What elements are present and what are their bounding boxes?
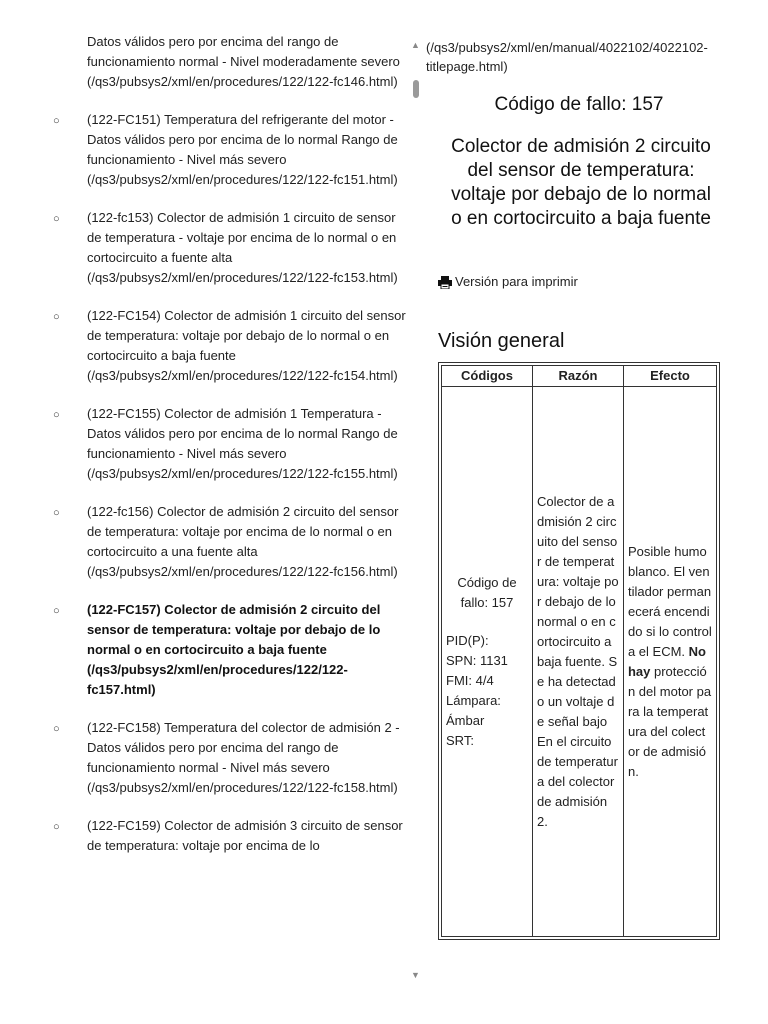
scroll-up-icon[interactable]: ▲	[411, 40, 420, 50]
printer-icon	[438, 276, 452, 289]
bullet-icon: ○	[53, 723, 60, 735]
list-item-text[interactable]: (122-fc156) Colector de admisión 2 circuito del sensor de temperatura: voltaje por encima de lo normal o en cortocircuito a una fuente alta (/qs3/pubsys2/xml/en/procedures/122/122-fc156.html)	[87, 504, 399, 579]
lamp-value: Ámbar	[446, 712, 485, 728]
scroll-down-icon[interactable]: ▼	[411, 970, 420, 980]
scrollbar-thumb[interactable]	[413, 80, 419, 98]
bullet-icon: ○	[53, 605, 60, 617]
codes-details	[446, 631, 528, 751]
scrollbar[interactable]	[408, 38, 424, 980]
list-item-continued[interactable]: Datos válidos pero por encima del rango de funcionamiento normal - Nivel moderadamente severo (/qs3/pubsys2/xml/en/procedures/122/122-fc146.html)	[87, 34, 400, 89]
header-effect: Efecto	[623, 366, 716, 387]
fault-description-title: Colector de admisión 2 circuito del sensor de temperatura: voltaje por debajo de lo normal o en cortocircuito a baja fuente	[451, 136, 711, 229]
table-row	[442, 387, 717, 937]
table-header-row	[442, 366, 717, 387]
list-item-fc156[interactable]	[0, 502, 408, 582]
list-item-text[interactable]: (122-FC154) Colector de admisión 1 circuito del sensor de temperatura: voltaje por debajo de lo normal o en cortocircuito a baja fuente (/qs3/pubsys2/xml/en/procedures/122/122-fc154.html)	[87, 308, 406, 383]
list-item-fc151[interactable]	[0, 110, 408, 190]
procedure-list	[0, 32, 408, 874]
list-item-text[interactable]: (122-FC151) Temperatura del refrigerante del motor - Datos válidos pero por encima de lo normal Rango de funcionamiento - Nivel más severo (/qs3/pubsys2/xml/en/procedures/122/122-fc151.html)	[87, 112, 398, 187]
list-item-text[interactable]: (122-FC157) Colector de admisión 2 circuito del sensor de temperatura: voltaje por debajo de lo normal o en cortocircuito a baja fuente (/qs3/pubsys2/xml/en/procedures/122/122-fc157.html)	[87, 602, 381, 697]
print-version-link[interactable]	[438, 272, 578, 292]
list-item-fc157-current[interactable]	[0, 600, 408, 700]
list-item-text[interactable]: (122-FC155) Colector de admisión 1 Temperatura - Datos válidos pero por encima de lo normal Rango de funcionamiento - Nivel más severo (/qs3/pubsys2/xml/en/procedures/122/122-fc155.html)	[87, 406, 398, 481]
list-item-text[interactable]: (122-FC159) Colector de admisión 3 circuito de sensor de temperatura: voltaje por encima de lo	[87, 818, 403, 853]
overview-heading: Visión general	[438, 330, 565, 352]
fault-table	[441, 365, 717, 937]
list-item-fc158[interactable]	[0, 718, 408, 798]
spn-value: SPN: 1131	[446, 652, 508, 668]
pid-value: PID(P):	[446, 632, 489, 648]
lamp-label: Lámpara:	[446, 692, 501, 708]
fault-code-value: Código de fallo: 157	[457, 574, 517, 610]
bullet-icon: ○	[53, 311, 60, 323]
list-item-fc153[interactable]	[0, 208, 408, 288]
bullet-icon: ○	[53, 507, 60, 519]
bullet-icon: ○	[53, 821, 60, 833]
bullet-icon: ○	[53, 213, 60, 225]
fault-table-frame	[438, 362, 720, 940]
codes-cell	[442, 387, 533, 937]
list-item-fc159[interactable]	[0, 816, 408, 856]
srt-value: SRT:	[446, 732, 474, 748]
header-reason: Razón	[532, 366, 623, 387]
reason-cell: Colector de admisión 2 circuito del sensor de temperatura: voltaje por debajo de lo normal o en cortocircuito a baja fuente. Se ha detectado un voltaje de señal bajo En el circuito de temperatura del colector de admisión 2.	[532, 387, 623, 937]
effect-text-part2: protección del motor para la temperatura del colector de admisión.	[627, 663, 712, 779]
effect-text-bold: No hay	[627, 643, 707, 679]
list-item-fc155[interactable]	[0, 404, 408, 484]
list-item-fc154[interactable]	[0, 306, 408, 386]
document-pane	[424, 0, 768, 1024]
list-item-text[interactable]: (122-FC158) Temperatura del colector de admisión 2 - Datos válidos pero por encima del rango de funcionamiento normal - Nivel más severo (/qs3/pubsys2/xml/en/procedures/122/122-fc158.html)	[87, 720, 400, 795]
list-item-text[interactable]: (122-fc153) Colector de admisión 1 circuito de sensor de temperatura - voltaje por encima de lo normal o en cortocircuito a fuente alta (/qs3/pubsys2/xml/en/procedures/122/122-fc153.html)	[87, 210, 398, 285]
header-codes: Códigos	[442, 366, 533, 387]
fault-code-title: Código de fallo: 157	[494, 94, 664, 115]
fmi-value: FMI: 4/4	[446, 672, 494, 688]
titlepage-link[interactable]: (/qs3/pubsys2/xml/en/manual/4022102/4022102-titlepage.html)	[426, 40, 708, 74]
bullet-icon: ○	[53, 115, 60, 127]
effect-text-part1: Posible humo blanco. El ventilador permanecerá encendido si lo controla el ECM.	[627, 543, 712, 659]
effect-cell	[623, 387, 716, 937]
print-version-label: Versión para imprimir	[455, 274, 578, 289]
bullet-icon: ○	[53, 409, 60, 421]
